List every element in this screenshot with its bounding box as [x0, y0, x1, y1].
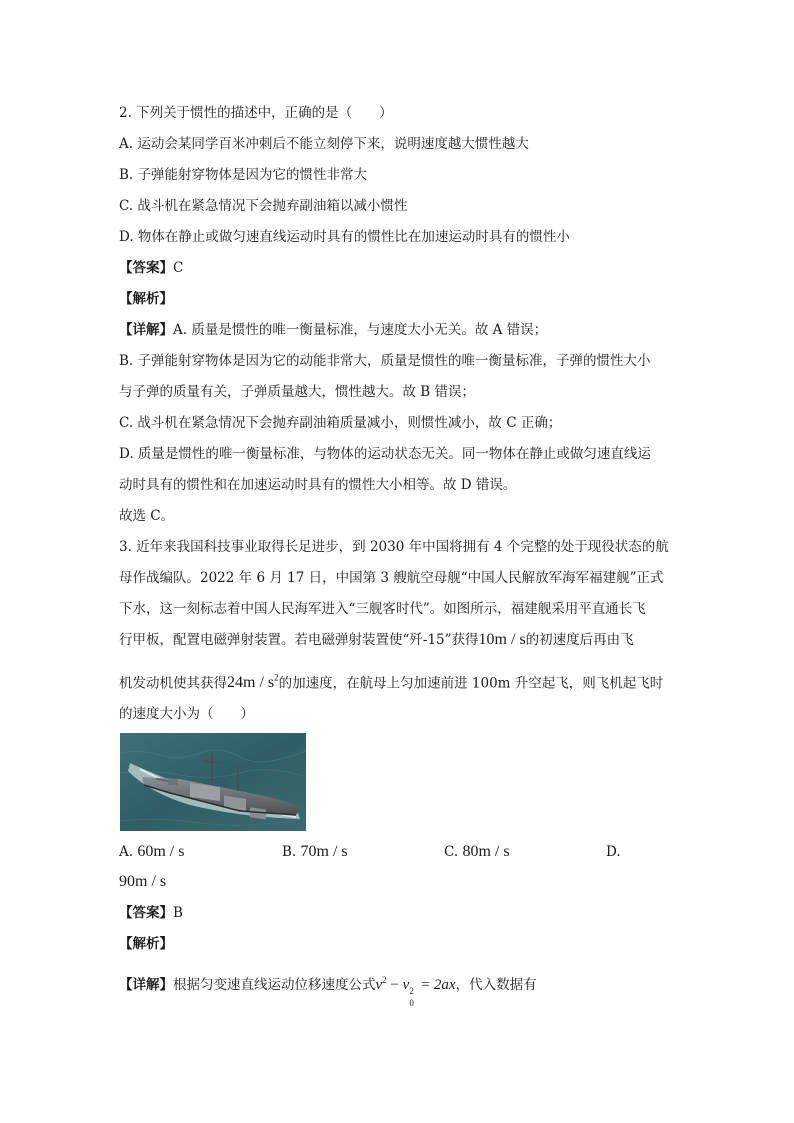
q2-analysis-tag: 【解析】	[119, 291, 173, 307]
q3-stem-line4-start: 行甲板，配置电磁弹射装置。若电磁弹射装置使“歼-15”获得	[119, 632, 479, 648]
q3-detail-text: 根据匀变速直线运动位移速度公式	[173, 977, 376, 993]
q3-formula	[375, 975, 456, 1008]
q3-stem-line5	[119, 668, 663, 693]
q3-option-a	[119, 842, 184, 862]
q3-formula-v-exp: 2	[382, 975, 387, 985]
q2-detail-c: C. 战斗机在紧急情况下会抛弃副油箱质量减小，则惯性减小，故 C 正确；	[119, 415, 562, 431]
q3-detail-tail: ，代入数据有	[455, 977, 537, 993]
q3-answer-tag: 【答案】	[119, 905, 173, 921]
q2-detail-d-line2: 动时具有的惯性和在加速运动时具有的惯性大小相等。故 D 错误。	[119, 477, 517, 493]
q3-option-a-label: A.	[119, 844, 134, 860]
q3-detail-tag: 【详解】	[119, 977, 173, 993]
q2-option-d: D. 物体在静止或做匀速直线运动时具有的惯性比在加速运动时具有的惯性小	[119, 229, 570, 245]
q2-detail-tag: 【详解】	[119, 322, 173, 338]
q3-stem-line4-end: 的初速度后再由飞	[525, 632, 634, 648]
q3-option-b	[282, 842, 348, 862]
q3-answer-value: B	[173, 905, 183, 921]
q3-formula-v0: v	[402, 977, 410, 993]
q3-formula-minus: −	[386, 977, 403, 993]
q3-option-c-value: 80m / s	[462, 843, 510, 860]
q3-acceleration-exp: 2	[274, 673, 279, 683]
q2-detail-d-line1: D. 质量是惯性的唯一衡量标准，与物体的运动状态无关。同一物体在静止或做匀速直线运	[119, 446, 651, 462]
q3-stem-line4	[119, 630, 634, 650]
q3-answer	[119, 903, 183, 923]
q2-option-a: A. 运动会某同学百米冲刺后不能立刻停下来，说明速度越大惯性越大	[119, 136, 529, 152]
q2-answer	[119, 258, 183, 278]
q3-detail	[119, 970, 537, 1008]
q3-acceleration	[227, 674, 279, 691]
q3-initial-velocity: 10m / s	[478, 631, 526, 648]
q3-stem-line2: 母作战编队。2022 年 6 月 17 日，中国第 3 艘航空母舰“中国人民解放军海军福建舰”正式	[119, 570, 664, 586]
q3-option-c-label: C.	[444, 844, 459, 860]
q2-detail-a	[119, 320, 547, 340]
q2-detail-b-line2: 与子弹的质量有关，子弹质量越大，惯性越大。故 B 错误；	[119, 384, 476, 400]
q2-analysis	[119, 289, 173, 309]
q2-answer-value: C	[173, 260, 184, 276]
q3-stem-line5-end: 的加速度，在航母上匀加速前进 100m 升空起飞，则飞机起飞时	[278, 675, 664, 692]
q3-analysis	[119, 934, 173, 954]
q2-option-b: B. 子弹能射穿物体是因为它的惯性非常大	[119, 167, 368, 183]
q3-formula-v: v	[375, 977, 383, 993]
q3-option-b-label: B.	[282, 844, 297, 860]
q3-stem-line1: 3. 近年来我国科技事业取得长足进步，到 2030 年中国将拥有 4 个完整的处于现役状态的航	[119, 539, 669, 555]
q3-analysis-tag: 【解析】	[119, 936, 173, 952]
q3-formula-v0-sub: 0	[409, 998, 414, 1008]
q3-option-c	[444, 842, 510, 862]
q3-acceleration-value: 24m / s	[227, 674, 275, 692]
q3-formula-rhs: = 2ax	[416, 977, 456, 993]
q2-stem: 2. 下列关于惯性的描述中，正确的是（ ）	[119, 105, 393, 121]
q3-option-a-value: 60m / s	[137, 843, 185, 860]
q3-option-b-value: 70m / s	[300, 843, 348, 860]
q2-option-c: C. 战斗机在紧急情况下会抛弃副油箱以减小惯性	[119, 198, 408, 214]
q3-option-d	[606, 842, 621, 862]
q2-detail-a-text: A. 质量是惯性的唯一衡量标准，与速度大小无关。故 A 错误；	[173, 322, 548, 338]
q3-formula-v0-exp: 2	[409, 986, 414, 996]
q2-conclusion: 故选 C。	[119, 508, 175, 524]
q3-option-d-value: 90m / s	[119, 873, 167, 890]
q3-stem-line3: 下水，这一刻标志着中国人民海军进入“三舰客时代”。如图所示，福建舰采用平直通长飞	[119, 601, 646, 617]
q3-stem-line6: 的速度大小为（ ）	[119, 706, 254, 722]
q3-option-d-value-line	[119, 872, 166, 892]
warship-photo	[120, 733, 306, 831]
q3-stem-line5-start: 机发动机使其获得	[119, 675, 227, 692]
q3-option-d-label: D.	[606, 844, 621, 860]
q2-detail-b-line1: B. 子弹能射穿物体是因为它的动能非常大，质量是惯性的唯一衡量标准，子弹的惯性大小	[119, 353, 651, 369]
warship-image	[120, 733, 306, 831]
q2-answer-tag: 【答案】	[119, 260, 173, 276]
